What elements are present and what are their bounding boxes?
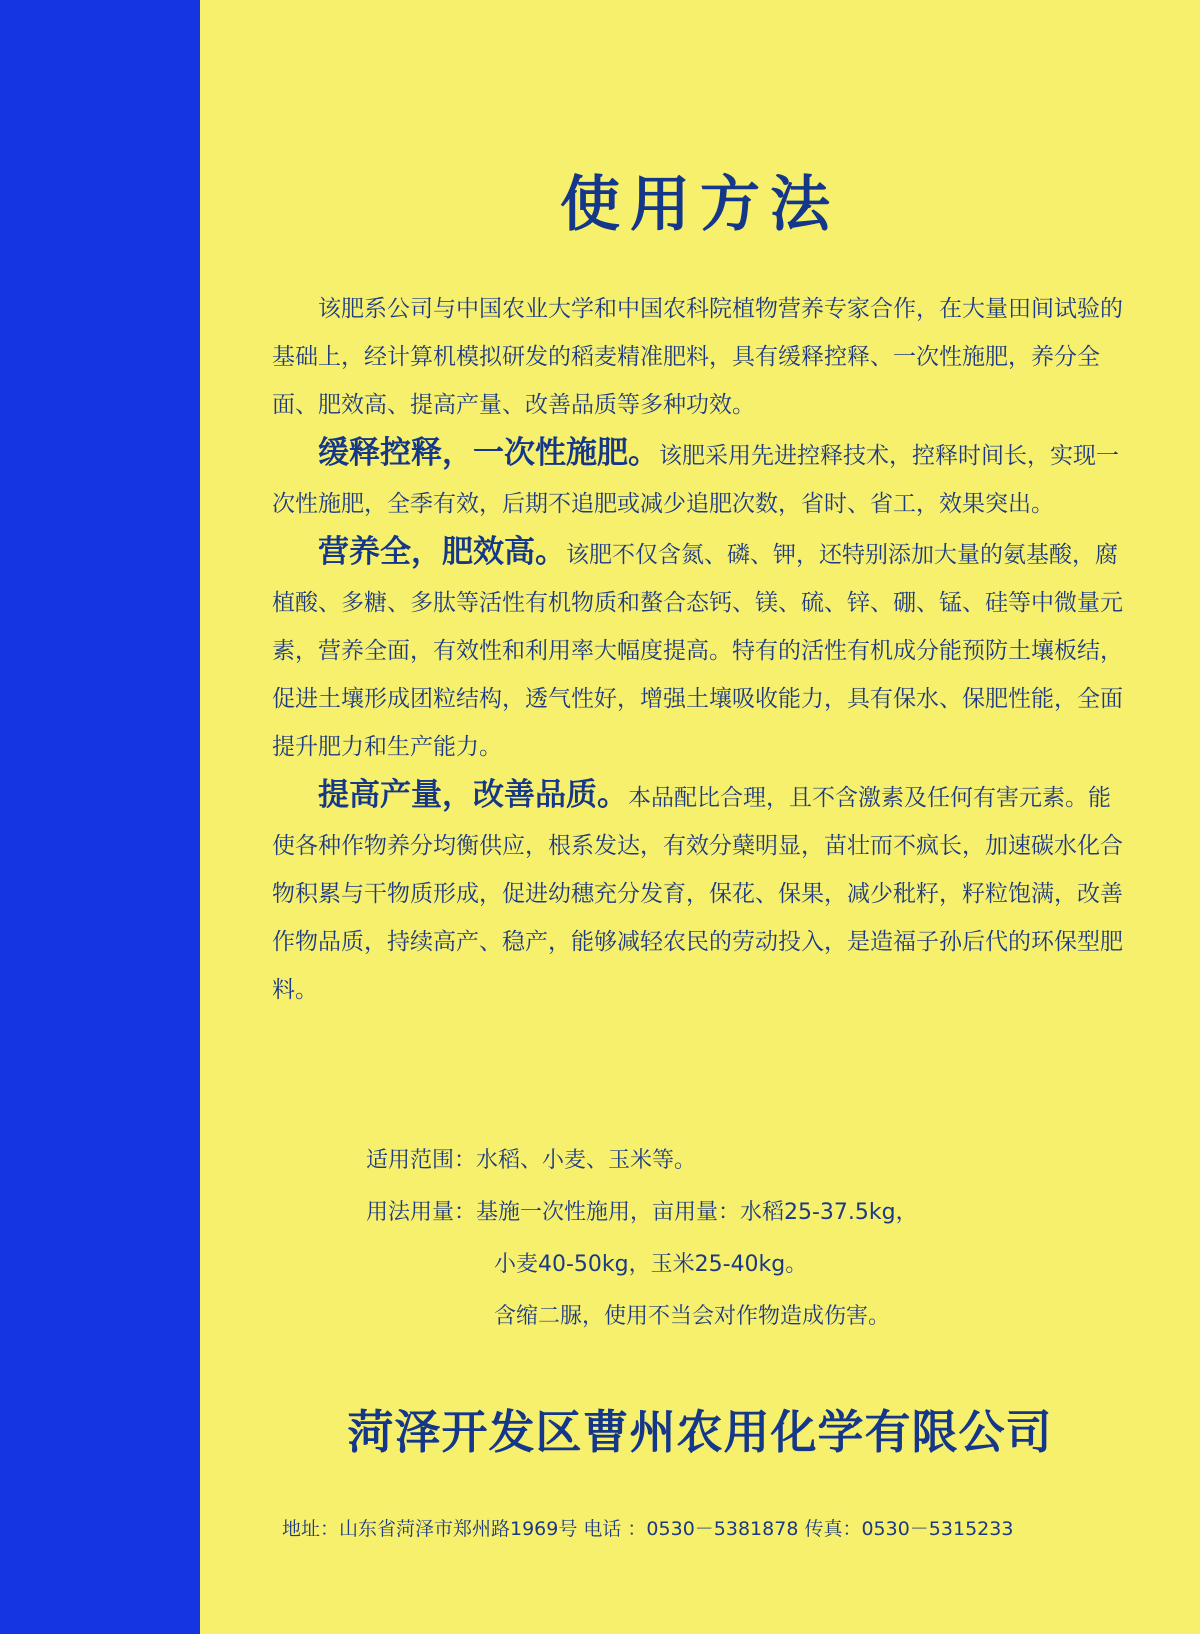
contact-info: 地址：山东省菏泽市郑州路1969号 电话 ：0530－5381878 传真：0530－5315233 bbox=[282, 1518, 1014, 1540]
section-yield bbox=[272, 771, 1132, 1014]
section-text: 本品配比合理，且不含激素及任何有害元素。能使各种作物养分均衡供应，根系发达，有效分蘖明显，苗壮而不疯长，加速碳水化合物积累与干物质形成，促进幼穗充分发育，保花、保果，减少秕籽，籽粒饱满，改善作物品质，持续高产、稳产，能够减轻农民的劳动投入，是造福子孙后代的环保型肥料。 bbox=[272, 785, 1123, 1003]
section-nutrition bbox=[272, 528, 1132, 771]
usage-dosage-line1: 用法用量：基施一次性施用，亩用量：水稻25-37.5kg， bbox=[366, 1200, 918, 1225]
page-content bbox=[200, 0, 1200, 1634]
company-name: 菏泽开发区曹州农用化学有限公司 bbox=[347, 1405, 1053, 1459]
section-heading: 提高产量，改善品质。 bbox=[318, 777, 628, 813]
description-body bbox=[272, 285, 1132, 1014]
section-text: 该肥不仅含氮、磷、钾，还特别添加大量的氨基酸，腐植酸、多糖、多肽等活性有机物质和螯合态钙、镁、硫、锌、硼、锰、硅等中微量元素，营养全面，有效性和利用率大幅度提高。特有的活性有机成分能预防土壤板结，促进土壤形成团粒结构，透气性好，增强土壤吸收能力，具有保水、保肥性能，全面提升肥力和生产能力。 bbox=[272, 542, 1123, 760]
intro-paragraph: 该肥系公司与中国农业大学和中国农科院植物营养专家合作，在大量田间试验的基础上，经计算机模拟研发的稻麦精准肥料，具有缓释控释、一次性施肥，养分全面、肥效高、提高产量、改善品质等多种功效。 bbox=[272, 296, 1123, 418]
usage-scope: 适用范围：水稻、小麦、玉米等。 bbox=[366, 1148, 697, 1173]
section-heading: 营养全，肥效高。 bbox=[318, 534, 566, 570]
section-slow-release bbox=[272, 429, 1132, 528]
left-blue-band bbox=[0, 0, 200, 1634]
usage-warning: 含缩二脲，使用不当会对作物造成伤害。 bbox=[494, 1304, 891, 1329]
page-title: 使用方法 bbox=[560, 170, 840, 240]
section-text: 该肥采用先进控释技术，控释时间长，实现一次性施肥，全季有效，后期不追肥或减少追肥次数，省时、省工，效果突出。 bbox=[272, 443, 1119, 517]
usage-dosage-line2: 小麦40-50kg，玉米25-40kg。 bbox=[494, 1252, 808, 1277]
usage-info bbox=[366, 1135, 1086, 1343]
section-heading: 缓释控释，一次性施肥。 bbox=[318, 435, 659, 471]
